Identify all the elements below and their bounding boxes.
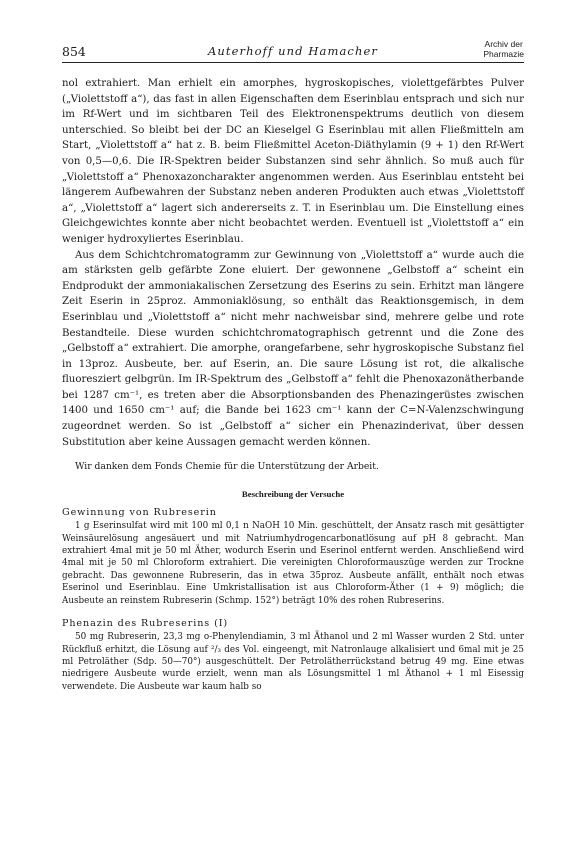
acknowledgement: Wir danken dem Fonds Chemie für die Unterstützung der Arbeit. xyxy=(75,461,379,473)
paragraph: nol extrahiert. Man erhielt ein amorphes, hygroskopisches, violettgefärbtes Pulver („Violettstoff a“), das fast in allen Eigenschaften dem Eserinblau entsprach und sich nur im Rf-Wert und im sichtbaren Teil des Elektronenspektrums deutlich von diesem unterschied. So bleibt bei der DC an Kieselgel G Eserinblau mit allen Fließmitteln am Start, „Violettstoff a“ hat z. B. beim Fließmittel Aceton-Diäthylamin (9 + 1) den Rf-Wert von 0,5—0,6. Die IR-Spektren beider Substanzen sind sehr ähnlich. So muß auch für „Violettstoff a“ Phenoxazoncharakter angenommen werden. Aus Eserinblau entsteht bei längerem Aufbewahren der Substanz neben anderen Produkten auch etwas „Violettstoff a“, „Violettstoff a“ lagert sich andererseits z. T. in Eserinblau um. Die Einstellung eines Gleichgewichtes konnte aber nicht beobachtet werden. Eventuell ist „Violettstoff a“ ein weniger hydroxyliertes Eserinblau. xyxy=(62,78,524,245)
experimental-section xyxy=(62,507,524,693)
document-page xyxy=(62,30,524,693)
page-body xyxy=(62,76,524,693)
subsection-heading: Phenazin des Rubreserins (I) xyxy=(62,618,229,630)
page-number: 854 xyxy=(62,44,86,59)
page-header xyxy=(62,30,524,64)
main-text xyxy=(62,76,524,450)
section-heading: Beschreibung der Versuche xyxy=(241,489,345,500)
paragraph: Aus dem Schichtchromatogramm zur Gewinnung von „Violettstoff a“ wurde auch die am stärksten gelb gefärbte Zone eluiert. Der gewonnene „Gelbstoff a“ scheint ein Endprodukt der ammoniakalischen Zersetzung des Eserins zu sein. Erhitzt man längere Zeit Eserin in 25proz. Ammoniaklösung, so enthält das Reaktionsgemisch, in dem Eserinblau und „Violettstoff a“ nicht mehr nachweisbar sind, mehrere gelbe und rote Bestandteile. Diese wurden schichtchromatographisch getrennt und die Zone des „Gelbstoff a“ extrahiert. Die amorphe, orangefarbene, sehr hygroskopische Substanz fiel in 13proz. Ausbeute, ber. auf Eserin, an. Die saure Lösung ist rot, die alkalische fluoresziert gelbgrün. Im IR-Spektrum des „Gelbstoff a“ fehlt die Phenoxazonätherbande bei 1287 cm⁻¹, es treten aber die Absorptionsbanden des Phenazingerüstes zwischen 1400 und 1650 cm⁻¹ auf; die Bande bei 1623 cm⁻¹ kann der C=N-Valenzschwingung zugeordnet werden. So ist „Gelbstoff a“ sicher ein Phenazinderivat, über dessen Substitution aber keine Aussagen gemacht werden können. xyxy=(62,249,524,448)
journal-name-line1: Archiv der xyxy=(484,39,523,49)
journal-name-line2: Pharmazie xyxy=(483,49,524,59)
journal-name xyxy=(483,39,524,59)
header-rule xyxy=(62,62,524,63)
subsection-text: 1 g Eserinsulfat wird mit 100 ml 0,1 n NaOH 10 Min. geschüttelt, der Ansatz rasch mit gesättigter Weinsäurelösung angesäuert und mit Natriumhydrogencarbonatlösung auf pH 8 gebracht. Man extrahiert 4mal mit je 50 ml Äther, wodurch Eserin und Eserinol entfernt werden. Anschließend wird 4mal mit je 50 ml Chloroform extrahiert. Die vereinigten Chloroformauszüge werden zur Trockne gebracht. Das gewonnene Rubreserin, das in etwa 35proz. Ausbeute anfällt, enthält noch etwas Eserinol und Eserinblau. Eine Umkristallisation ist aus Chloroform-Äther (1 + 9) möglich; die Ausbeute an reinstem Rubreserin (Schmp. 152°) beträgt 10% des rohen Rubreserins. xyxy=(62,521,524,606)
subsection-heading: Gewinnung von Rubreserin xyxy=(62,507,217,519)
subsection-text: 50 mg Rubreserin, 23,3 mg o-Phenylendiamin, 3 ml Äthanol und 2 ml Wasser wurden 2 Std. unter Rückfluß erhitzt, die Lösung auf ²/₃ des Vol. eingeengt, mit Natronlauge alkalisiert und 6mal mit je 25 ml Petroläther (Sdp. 50—70°) ausgeschüttelt. Der Petrolätherrückstand betrug 49 mg. Eine etwas niedrigere Ausbeute wurde erzielt, wenn man als Lösungsmittel 1 ml Äthanol + 1 ml Eisessig verwendete. Die Ausbeute war kaum halb so xyxy=(62,632,524,692)
running-title-authors: Auterhoff und Hamacher xyxy=(208,44,378,58)
